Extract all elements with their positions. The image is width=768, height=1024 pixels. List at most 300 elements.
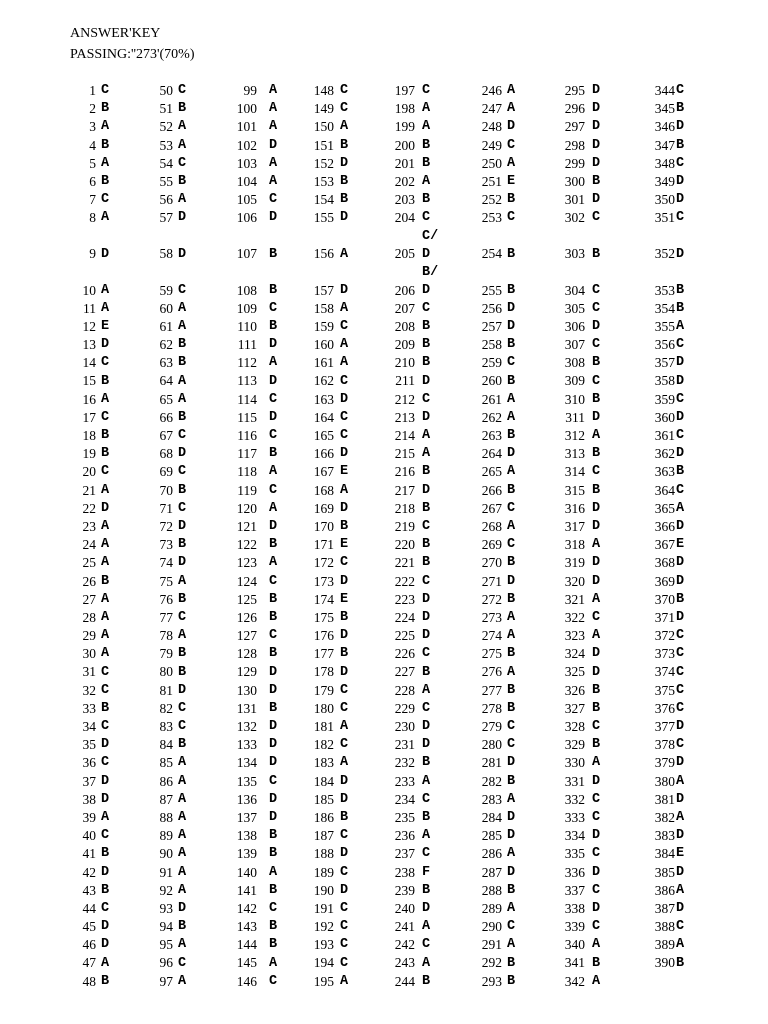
answer-row <box>627 300 684 318</box>
question-number: 297 <box>564 119 585 135</box>
answer-letter: D <box>101 337 110 353</box>
question-number: 222 <box>394 573 415 589</box>
question-number: 325 <box>564 664 585 680</box>
question-number: 73 <box>159 537 173 553</box>
answer-letter: C/ D B/ <box>422 228 439 280</box>
answer-row <box>141 900 186 918</box>
question-number: 165 <box>313 428 334 443</box>
answer-letter: A <box>422 828 431 844</box>
answer-row <box>66 482 109 500</box>
question-number: 88 <box>159 809 173 825</box>
answer-row <box>627 445 684 463</box>
answer-row <box>460 900 515 918</box>
question-number: 11 <box>83 300 96 316</box>
question-number: 6 <box>89 173 96 189</box>
answer-letter: C <box>340 555 349 571</box>
question-number: 186 <box>313 809 334 825</box>
answer-letter: D <box>340 391 349 407</box>
question-number: 173 <box>313 573 334 589</box>
question-number: 182 <box>313 737 334 753</box>
question-number: 295 <box>564 83 585 98</box>
answer-row <box>543 155 600 173</box>
question-number: 161 <box>313 355 334 371</box>
answer-row <box>296 864 348 882</box>
answer-row <box>627 318 684 336</box>
question-number: 217 <box>394 482 415 498</box>
answer-row <box>219 536 277 554</box>
question-number: 53 <box>159 137 173 153</box>
question-number: 204 <box>394 210 415 226</box>
question-number: 50 <box>159 83 173 98</box>
answer-letter: D <box>269 755 278 771</box>
answer-row <box>460 500 515 518</box>
answer-letter: C <box>340 900 349 916</box>
answer-row <box>627 682 684 700</box>
answer-row <box>460 155 515 173</box>
answer-letter: A <box>507 464 516 480</box>
answer-row <box>373 155 438 173</box>
answer-letter: C <box>676 737 685 753</box>
answer-letter: D <box>592 101 601 117</box>
answer-letter: B <box>676 137 685 153</box>
answer-row <box>66 282 109 300</box>
question-number: 312 <box>564 428 585 443</box>
answer-letter: D <box>340 773 349 789</box>
question-number: 116 <box>237 428 257 443</box>
question-number: 226 <box>394 646 415 662</box>
answer-letter: B <box>178 174 187 190</box>
answer-letter: D <box>340 155 349 171</box>
answer-letter: A <box>422 919 431 935</box>
answer-row <box>296 209 348 227</box>
answer-letter: C <box>101 409 110 425</box>
question-number: 272 <box>481 591 502 607</box>
answer-row <box>219 191 277 209</box>
answer-letter: B <box>101 174 110 190</box>
answer-row <box>460 445 515 463</box>
question-number: 313 <box>564 446 585 462</box>
question-number: 84 <box>159 737 173 753</box>
answer-row <box>141 300 186 318</box>
question-number: 43 <box>82 882 96 898</box>
answer-row <box>219 209 277 227</box>
answer-letter: C <box>422 391 431 407</box>
answer-letter: D <box>592 83 601 99</box>
question-number: 224 <box>394 609 415 625</box>
answer-row <box>141 773 186 791</box>
answer-row <box>141 118 186 136</box>
answer-letter: C <box>340 83 349 99</box>
answer-letter: D <box>507 755 516 771</box>
answer-row <box>627 536 684 554</box>
answer-letter: C <box>269 300 278 316</box>
answer-letter: B <box>507 955 516 971</box>
answer-row <box>543 736 600 754</box>
question-number: 67 <box>159 428 173 443</box>
answer-letter: B <box>592 682 601 698</box>
question-number: 345 <box>654 101 675 117</box>
question-number: 354 <box>654 300 675 316</box>
question-number: 239 <box>394 882 415 898</box>
answer-letter: A <box>507 391 516 407</box>
question-number: 341 <box>564 955 585 971</box>
answer-row <box>460 482 515 500</box>
answer-letter: A <box>101 519 110 535</box>
question-number: 236 <box>394 828 415 844</box>
answer-row <box>219 518 277 536</box>
answer-letter: C <box>676 155 685 171</box>
answer-letter: A <box>507 101 516 117</box>
question-number: 162 <box>313 373 334 389</box>
answer-letter: B <box>422 137 431 153</box>
question-number: 372 <box>654 628 675 644</box>
question-number: 110 <box>237 318 257 334</box>
answer-letter: B <box>269 700 278 716</box>
answer-letter: C <box>422 519 431 535</box>
answer-row <box>296 391 348 409</box>
question-number: 266 <box>481 482 502 498</box>
answer-letter: A <box>592 755 601 771</box>
answer-letter: A <box>269 864 278 880</box>
answer-row <box>296 482 348 500</box>
question-number: 59 <box>159 282 173 298</box>
question-number: 24 <box>82 537 96 553</box>
question-number: 30 <box>82 646 96 662</box>
answer-row <box>219 82 277 100</box>
answer-row <box>460 736 515 754</box>
question-number: 120 <box>236 500 257 516</box>
question-number: 333 <box>564 809 585 825</box>
answer-letter: D <box>592 555 601 571</box>
answer-letter: B <box>507 428 516 444</box>
answer-letter: A <box>592 973 601 989</box>
answer-letter: B <box>507 973 516 989</box>
question-number: 350 <box>654 192 675 208</box>
question-number: 263 <box>481 428 502 443</box>
answer-row <box>219 137 277 155</box>
answer-row <box>543 682 600 700</box>
question-number: 355 <box>654 318 675 334</box>
answer-letter: B <box>422 555 431 571</box>
answer-letter: B <box>422 810 431 826</box>
answer-letter: D <box>676 446 685 462</box>
question-number: 155 <box>313 210 334 226</box>
answer-letter: D <box>507 446 516 462</box>
question-number: 267 <box>481 500 502 516</box>
question-number: 331 <box>564 773 585 789</box>
answer-row <box>627 900 684 918</box>
answer-row <box>66 82 109 100</box>
question-number: 233 <box>394 773 415 789</box>
answer-column <box>627 82 684 973</box>
question-number: 26 <box>82 573 96 589</box>
question-number: 207 <box>394 300 415 316</box>
answer-row <box>296 463 348 481</box>
answer-row <box>627 518 684 536</box>
answer-letter: D <box>340 573 349 589</box>
answer-letter: C <box>676 682 685 698</box>
question-number: 240 <box>394 900 415 916</box>
question-number: 251 <box>481 173 502 189</box>
question-number: 352 <box>654 246 675 262</box>
answer-letter: B <box>507 591 516 607</box>
answer-letter: B <box>178 355 187 371</box>
answer-letter: D <box>101 246 110 262</box>
question-number: 199 <box>394 119 415 135</box>
answer-letter: D <box>507 810 516 826</box>
question-number: 232 <box>394 755 415 771</box>
answer-row <box>141 155 186 173</box>
answer-letter: D <box>507 573 516 589</box>
answer-row <box>66 445 109 463</box>
answer-row <box>460 409 515 427</box>
answer-row <box>141 372 186 390</box>
answer-row <box>141 318 186 336</box>
question-number: 361 <box>654 428 675 443</box>
question-number: 12 <box>82 318 96 334</box>
answer-row <box>627 463 684 481</box>
answer-row <box>543 209 600 227</box>
answer-letter: D <box>676 355 685 371</box>
answer-row <box>141 736 186 754</box>
answer-row <box>543 918 600 936</box>
answer-row <box>460 809 515 827</box>
question-number: 268 <box>481 518 502 534</box>
answer-row <box>543 973 600 991</box>
question-number: 235 <box>394 809 415 825</box>
answer-letter: B <box>101 882 110 898</box>
answer-letter: A <box>269 174 278 190</box>
answer-letter: C <box>507 355 516 371</box>
answer-row <box>219 791 277 809</box>
question-number: 35 <box>82 737 96 753</box>
answer-row <box>543 137 600 155</box>
answer-letter: A <box>340 246 349 262</box>
answer-row <box>373 936 438 954</box>
answer-letter: B <box>269 609 278 625</box>
answer-letter: C <box>269 482 278 498</box>
answer-row <box>141 718 186 736</box>
answer-letter: C <box>178 428 187 444</box>
answer-letter: A <box>101 155 110 171</box>
question-number: 385 <box>654 864 675 880</box>
answer-row <box>296 155 348 173</box>
answer-row <box>543 300 600 318</box>
answer-row <box>66 427 109 445</box>
question-number: 340 <box>564 937 585 953</box>
answer-row <box>543 536 600 554</box>
answer-letter: A <box>592 937 601 953</box>
question-number: 159 <box>313 318 334 334</box>
answer-letter: A <box>101 482 110 498</box>
answer-row <box>627 827 684 845</box>
answer-letter: B <box>507 373 516 389</box>
answer-row <box>296 100 348 118</box>
question-number: 311 <box>565 409 585 425</box>
question-number: 101 <box>236 119 257 135</box>
answer-letter: D <box>178 519 187 535</box>
question-number: 144 <box>236 937 257 953</box>
answer-letter: C <box>269 973 278 989</box>
answer-letter: B <box>592 446 601 462</box>
answer-letter: D <box>101 864 110 880</box>
question-number: 330 <box>564 755 585 771</box>
answer-row <box>296 409 348 427</box>
answer-row <box>296 554 348 572</box>
question-number: 347 <box>654 137 675 153</box>
answer-row <box>219 718 277 736</box>
question-number: 269 <box>481 537 502 553</box>
question-number: 220 <box>394 537 415 553</box>
answer-row <box>219 573 277 591</box>
question-number: 225 <box>394 628 415 644</box>
answer-row <box>296 809 348 827</box>
answer-letter: B <box>101 700 110 716</box>
question-number: 293 <box>481 973 502 989</box>
answer-row <box>373 336 438 354</box>
answer-row <box>66 627 109 645</box>
answer-letter: A <box>269 464 278 480</box>
question-number: 379 <box>654 755 675 771</box>
question-number: 282 <box>481 773 502 789</box>
answer-letter: A <box>507 900 516 916</box>
answer-row <box>460 682 515 700</box>
answer-letter: B <box>592 391 601 407</box>
answer-letter: D <box>178 900 187 916</box>
answer-row <box>373 554 438 572</box>
answer-row <box>373 791 438 809</box>
answer-row <box>296 191 348 209</box>
answer-row <box>219 173 277 191</box>
question-number: 388 <box>654 919 675 935</box>
question-number: 383 <box>654 828 675 844</box>
answer-letter: D <box>676 828 685 844</box>
answer-letter: C <box>340 737 349 753</box>
question-number: 299 <box>564 155 585 171</box>
answer-row <box>66 518 109 536</box>
answer-key-title: ANSWER'KEY <box>70 26 161 41</box>
answer-letter: D <box>676 573 685 589</box>
answer-letter: A <box>507 83 516 99</box>
answer-letter: D <box>592 155 601 171</box>
answer-letter: A <box>340 719 349 735</box>
answer-letter: E <box>340 537 349 553</box>
question-number: 368 <box>654 555 675 571</box>
question-number: 208 <box>394 318 415 334</box>
question-number: 51 <box>159 101 173 117</box>
question-number: 62 <box>159 337 173 353</box>
answer-letter: B <box>422 537 431 553</box>
answer-row <box>373 463 438 481</box>
answer-letter: A <box>676 318 685 334</box>
answer-letter: C <box>676 428 685 444</box>
answer-row <box>373 827 438 845</box>
answer-row <box>66 100 109 118</box>
answer-row <box>460 391 515 409</box>
answer-row <box>66 663 109 681</box>
question-number: 366 <box>654 518 675 534</box>
answer-letter: C <box>101 464 110 480</box>
question-number: 380 <box>654 773 675 789</box>
answer-row <box>66 191 109 209</box>
answer-row <box>66 228 109 282</box>
answer-letter: B <box>676 464 685 480</box>
answer-row <box>627 82 684 100</box>
question-number: 163 <box>313 391 334 407</box>
answer-row <box>141 137 186 155</box>
answer-row <box>296 137 348 155</box>
answer-letter: C <box>178 464 187 480</box>
question-number: 286 <box>481 846 502 862</box>
answer-letter: D <box>422 482 431 498</box>
answer-row <box>460 554 515 572</box>
answer-letter: D <box>676 246 685 262</box>
answer-row <box>296 336 348 354</box>
question-number: 105 <box>236 192 257 208</box>
answer-row <box>373 954 438 972</box>
question-number: 202 <box>394 173 415 189</box>
answer-row <box>219 372 277 390</box>
answer-row <box>543 318 600 336</box>
answer-row <box>296 82 348 100</box>
answer-letter: B <box>340 174 349 190</box>
question-number: 160 <box>313 337 334 353</box>
question-number: 358 <box>654 373 675 389</box>
answer-letter: B <box>507 192 516 208</box>
question-number: 384 <box>654 846 675 862</box>
answer-row <box>66 336 109 354</box>
answer-letter: B <box>507 555 516 571</box>
question-number: 184 <box>313 773 334 789</box>
answer-row <box>296 445 348 463</box>
question-number: 256 <box>481 300 502 316</box>
answer-letter: C <box>676 664 685 680</box>
answer-letter: A <box>178 192 187 208</box>
question-number: 40 <box>82 828 96 844</box>
answer-letter: B <box>340 810 349 826</box>
question-number: 244 <box>394 973 415 989</box>
question-number: 44 <box>82 900 96 916</box>
answer-row <box>219 391 277 409</box>
answer-row <box>219 336 277 354</box>
answer-row <box>543 609 600 627</box>
question-number: 317 <box>564 518 585 534</box>
answer-letter: D <box>340 628 349 644</box>
answer-letter: D <box>507 300 516 316</box>
answer-letter: A <box>101 810 110 826</box>
question-number: 322 <box>564 609 585 625</box>
answer-row <box>373 918 438 936</box>
answer-letter: B <box>178 101 187 117</box>
answer-row <box>460 882 515 900</box>
answer-letter: E <box>507 174 516 190</box>
question-number: 274 <box>481 628 502 644</box>
answer-letter: E <box>676 846 685 862</box>
question-number: 38 <box>82 791 96 807</box>
answer-letter: B <box>422 500 431 516</box>
answer-letter: C <box>340 682 349 698</box>
answer-letter: B <box>507 646 516 662</box>
answer-row <box>219 645 277 663</box>
answer-letter: D <box>269 810 278 826</box>
answer-row <box>627 773 684 791</box>
answer-letter: A <box>592 537 601 553</box>
question-number: 257 <box>481 318 502 334</box>
answer-letter: C <box>422 573 431 589</box>
answer-row <box>141 354 186 372</box>
question-number: 270 <box>481 555 502 571</box>
answer-row <box>66 372 109 390</box>
